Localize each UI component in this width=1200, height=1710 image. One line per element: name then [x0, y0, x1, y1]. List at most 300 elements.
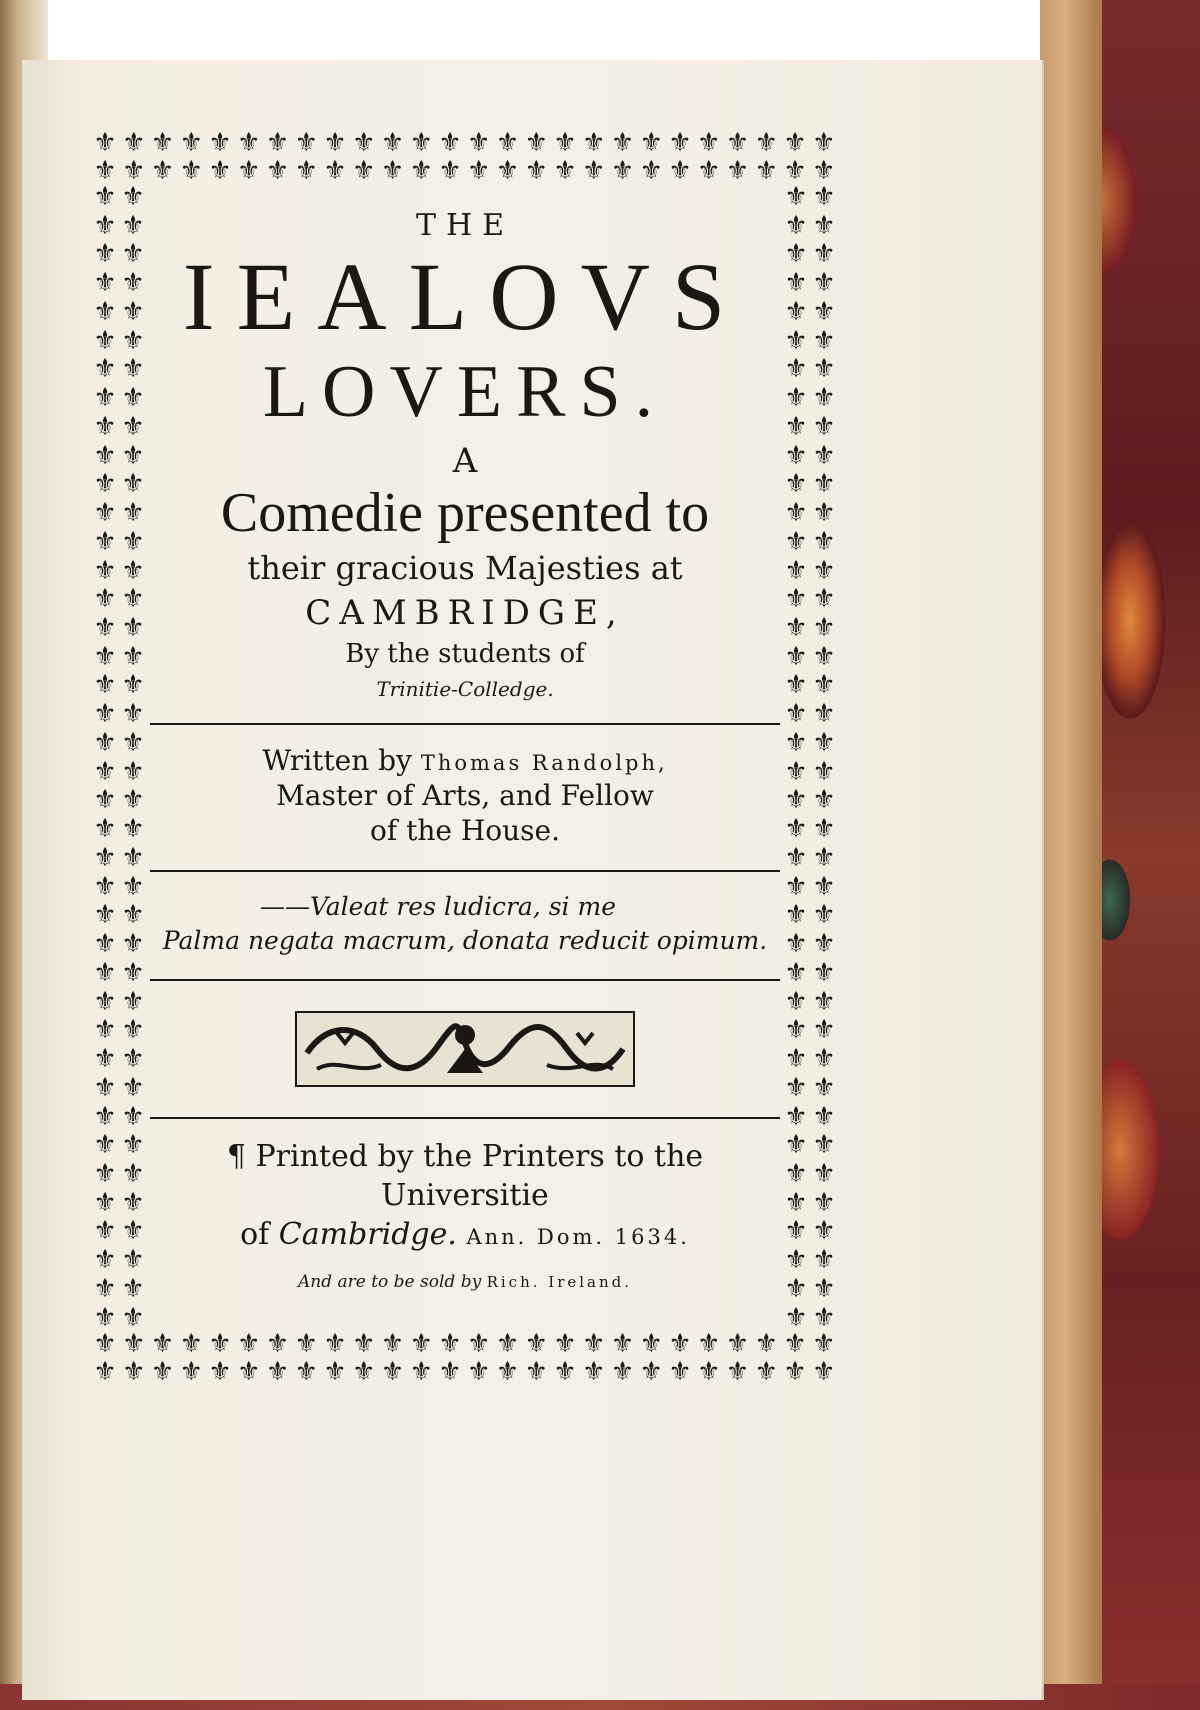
fleur-de-lis-icon: ⚜: [121, 1302, 145, 1331]
fleur-de-lis-icon: ⚜: [93, 1187, 117, 1218]
fleur-de-lis-icon: ⚜: [784, 1245, 808, 1276]
fleur-de-lis-icon: ⚜: [323, 156, 347, 184]
fleur-de-lis-icon: ⚜: [812, 1357, 836, 1385]
fleur-de-lis-icon: ⚜: [352, 130, 376, 158]
imprint: [150, 1137, 780, 1254]
fleur-de-lis-icon: ⚜: [380, 1331, 405, 1359]
subtitle-college: Trinitie-Colledge.: [376, 676, 554, 701]
fleur-de-lis-icon: ⚜: [93, 469, 117, 500]
fleuron-border-bottom: [92, 1331, 837, 1385]
fleur-de-lis-icon: ⚜: [93, 641, 117, 672]
fleur-de-lis-icon: ⚜: [784, 727, 808, 758]
fleur-de-lis-icon: ⚜: [812, 929, 836, 960]
fleur-de-lis-icon: ⚜: [697, 1331, 721, 1359]
written-by-prefix: Written by: [262, 743, 412, 777]
fleur-de-lis-icon: ⚜: [93, 957, 117, 988]
fleur-de-lis-icon: ⚜: [179, 1357, 203, 1385]
subtitle-line-1: Comedie presented to: [220, 482, 710, 545]
fleur-de-lis-icon: ⚜: [150, 130, 175, 158]
fleur-de-lis-icon: ⚜: [93, 526, 117, 557]
fleur-de-lis-icon: ⚜: [93, 1101, 117, 1132]
fleur-de-lis-icon: ⚜: [93, 498, 117, 529]
fleuron-line: [92, 1359, 837, 1385]
fleur-de-lis-icon: ⚜: [323, 1357, 347, 1385]
fleur-de-lis-icon: ⚜: [352, 1357, 376, 1385]
fleur-de-lis-icon: ⚜: [784, 699, 808, 730]
fleur-de-lis-icon: ⚜: [93, 756, 117, 787]
imprint-date: Ann. Dom. 1634.: [466, 1225, 690, 1250]
motto: [150, 890, 780, 958]
fleur-de-lis-icon: ⚜: [812, 727, 836, 758]
fleur-de-lis-icon: ⚜: [121, 1072, 145, 1103]
fleur-de-lis-icon: ⚜: [784, 1101, 808, 1132]
rule-1: [150, 723, 780, 725]
fleur-de-lis-icon: ⚜: [812, 354, 836, 385]
fleur-de-lis-icon: ⚜: [754, 1357, 778, 1385]
fleur-de-lis-icon: ⚜: [121, 727, 145, 758]
fleur-de-lis-icon: ⚜: [121, 699, 145, 730]
imprint-line-1: ¶ Printed by the Printers to the Universitie: [226, 1139, 704, 1214]
fleur-de-lis-icon: ⚜: [121, 670, 145, 701]
fleur-de-lis-icon: ⚜: [812, 986, 836, 1017]
fleur-de-lis-icon: ⚜: [812, 1044, 836, 1075]
fleur-de-lis-icon: ⚜: [784, 1216, 808, 1247]
woodcut-ornament-graphic: [297, 1013, 633, 1085]
fleur-de-lis-icon: ⚜: [812, 785, 836, 816]
rule-4: [150, 1117, 780, 1119]
fleur-de-lis-icon: ⚜: [294, 156, 318, 184]
fleur-de-lis-icon: ⚜: [553, 1357, 577, 1385]
fleur-de-lis-icon: ⚜: [93, 584, 117, 615]
fleur-de-lis-icon: ⚜: [93, 1357, 117, 1385]
fleur-de-lis-icon: ⚜: [524, 130, 548, 158]
fleur-de-lis-icon: ⚜: [467, 156, 491, 184]
imprint-place: Cambridge.: [278, 1217, 457, 1253]
fleur-de-lis-icon: ⚜: [784, 440, 808, 471]
fleur-de-lis-icon: ⚜: [784, 584, 808, 615]
fleur-de-lis-icon: ⚜: [783, 1331, 807, 1359]
fleur-de-lis-icon: ⚜: [93, 929, 117, 960]
fleur-de-lis-icon: ⚜: [783, 1357, 807, 1385]
fleur-de-lis-icon: ⚜: [784, 1187, 808, 1218]
fleur-de-lis-icon: ⚜: [784, 814, 808, 845]
fleur-de-lis-icon: ⚜: [93, 900, 117, 931]
fleur-de-lis-icon: ⚜: [582, 156, 606, 184]
fleur-de-lis-icon: ⚜: [668, 156, 692, 184]
fleur-de-lis-icon: ⚜: [812, 1072, 836, 1103]
fleur-de-lis-icon: ⚜: [784, 670, 808, 701]
leather-edge: [1040, 0, 1102, 1710]
fleur-de-lis-icon: ⚜: [812, 325, 836, 356]
fleur-de-lis-icon: ⚜: [610, 130, 635, 158]
fleur-de-lis-icon: ⚜: [93, 268, 117, 299]
fleur-de-lis-icon: ⚜: [121, 498, 145, 529]
fleur-de-lis-icon: ⚜: [784, 184, 808, 212]
fleur-de-lis-icon: ⚜: [121, 1158, 145, 1189]
fleur-de-lis-icon: ⚜: [784, 411, 808, 442]
imprint-of: of: [240, 1217, 270, 1253]
fleur-de-lis-icon: ⚜: [93, 670, 117, 701]
fleuron-border-left: [92, 184, 146, 1331]
fleur-de-lis-icon: ⚜: [121, 613, 145, 644]
fleur-de-lis-icon: ⚜: [93, 699, 117, 730]
fleur-de-lis-icon: ⚜: [668, 130, 692, 158]
title-page-text: [150, 190, 780, 1292]
fleur-de-lis-icon: ⚜: [265, 1357, 290, 1385]
fleur-de-lis-icon: ⚜: [467, 1331, 491, 1359]
fleur-de-lis-icon: ⚜: [582, 130, 606, 158]
fleur-de-lis-icon: ⚜: [294, 1357, 318, 1385]
fleur-de-lis-icon: ⚜: [121, 268, 145, 299]
fleur-de-lis-icon: ⚜: [121, 1273, 145, 1304]
fleur-de-lis-icon: ⚜: [784, 986, 808, 1017]
fleur-de-lis-icon: ⚜: [265, 130, 290, 158]
fleur-de-lis-icon: ⚜: [812, 613, 836, 644]
fleur-de-lis-icon: ⚜: [812, 268, 836, 299]
fleuron-line: [92, 158, 837, 184]
fleur-de-lis-icon: ⚜: [179, 130, 203, 158]
fleur-de-lis-icon: ⚜: [121, 1101, 145, 1132]
sold-prefix: And are to be sold by: [297, 1272, 482, 1293]
fleur-de-lis-icon: ⚜: [784, 383, 808, 414]
fleur-de-lis-icon: ⚜: [208, 156, 232, 184]
fleur-de-lis-icon: ⚜: [697, 130, 721, 158]
fleur-de-lis-icon: ⚜: [237, 1331, 261, 1359]
fleur-de-lis-icon: ⚜: [93, 1245, 117, 1276]
fleur-de-lis-icon: ⚜: [121, 756, 145, 787]
fleur-de-lis-icon: ⚜: [784, 296, 808, 327]
fleur-de-lis-icon: ⚜: [467, 1357, 491, 1385]
fleur-de-lis-icon: ⚜: [93, 130, 117, 158]
fleur-de-lis-icon: ⚜: [784, 900, 808, 931]
fleur-de-lis-icon: ⚜: [697, 156, 721, 184]
fleur-de-lis-icon: ⚜: [784, 239, 808, 270]
fleur-de-lis-icon: ⚜: [121, 411, 145, 442]
fleur-de-lis-icon: ⚜: [784, 210, 808, 241]
fleur-de-lis-icon: ⚜: [93, 1044, 117, 1075]
fleuron-line: [120, 184, 146, 1331]
fleur-de-lis-icon: ⚜: [812, 756, 836, 787]
fleur-de-lis-icon: ⚜: [812, 383, 836, 414]
fleur-de-lis-icon: ⚜: [409, 1357, 433, 1385]
fleur-de-lis-icon: ⚜: [150, 1357, 175, 1385]
fleur-de-lis-icon: ⚜: [812, 1245, 836, 1276]
fleur-de-lis-icon: ⚜: [93, 383, 117, 414]
fleur-de-lis-icon: ⚜: [93, 210, 117, 241]
fleur-de-lis-icon: ⚜: [812, 1187, 836, 1218]
fleur-de-lis-icon: ⚜: [237, 130, 261, 158]
fleur-de-lis-icon: ⚜: [784, 1015, 808, 1046]
fleur-de-lis-icon: ⚜: [639, 156, 663, 184]
fleur-de-lis-icon: ⚜: [812, 130, 836, 158]
fleur-de-lis-icon: ⚜: [121, 469, 145, 500]
fleur-de-lis-icon: ⚜: [784, 871, 808, 902]
fleur-de-lis-icon: ⚜: [812, 900, 836, 931]
fleur-de-lis-icon: ⚜: [93, 555, 117, 586]
subtitle-line-2: their gracious Majesties at: [247, 548, 683, 587]
fleur-de-lis-icon: ⚜: [121, 1245, 145, 1276]
fleur-de-lis-icon: ⚜: [122, 1357, 146, 1385]
fleuron-line: [783, 184, 809, 1331]
fleur-de-lis-icon: ⚜: [121, 1015, 145, 1046]
fleur-de-lis-icon: ⚜: [812, 1130, 836, 1161]
fleur-de-lis-icon: ⚜: [668, 1357, 692, 1385]
fleur-de-lis-icon: ⚜: [784, 1302, 808, 1331]
fleur-de-lis-icon: ⚜: [668, 1331, 692, 1359]
fleur-de-lis-icon: ⚜: [812, 411, 836, 442]
fleur-de-lis-icon: ⚜: [208, 130, 232, 158]
fleur-de-lis-icon: ⚜: [208, 1331, 232, 1359]
fleur-de-lis-icon: ⚜: [93, 727, 117, 758]
fleur-de-lis-icon: ⚜: [93, 1015, 117, 1046]
woodcut-ornament: [295, 1011, 635, 1087]
fleur-de-lis-icon: ⚜: [121, 184, 145, 212]
fleur-de-lis-icon: ⚜: [495, 156, 520, 184]
fleur-de-lis-icon: ⚜: [812, 469, 836, 500]
fleur-de-lis-icon: ⚜: [697, 1357, 721, 1385]
fleur-de-lis-icon: ⚜: [294, 1331, 318, 1359]
fleur-de-lis-icon: ⚜: [784, 1044, 808, 1075]
fleur-de-lis-icon: ⚜: [237, 156, 261, 184]
fleur-de-lis-icon: ⚜: [812, 1302, 836, 1331]
fleur-de-lis-icon: ⚜: [524, 1357, 548, 1385]
title-main-1: IEALOVS: [182, 243, 748, 350]
fleur-de-lis-icon: ⚜: [122, 1331, 146, 1359]
title-article: THE: [415, 208, 515, 243]
fleur-de-lis-icon: ⚜: [93, 613, 117, 644]
fleur-de-lis-icon: ⚜: [812, 156, 836, 184]
author-line-3: of the House.: [369, 813, 561, 847]
fleur-de-lis-icon: ⚜: [639, 1357, 663, 1385]
fleur-de-lis-icon: ⚜: [784, 268, 808, 299]
fleur-de-lis-icon: ⚜: [93, 325, 117, 356]
fleur-de-lis-icon: ⚜: [553, 130, 577, 158]
fleur-de-lis-icon: ⚜: [812, 1015, 836, 1046]
fleur-de-lis-icon: ⚜: [265, 1331, 290, 1359]
author-name: Thomas Randolph,: [420, 750, 668, 775]
fleur-de-lis-icon: ⚜: [93, 1331, 117, 1359]
fleur-de-lis-icon: ⚜: [150, 1331, 175, 1359]
fleur-de-lis-icon: ⚜: [93, 156, 117, 184]
fleur-de-lis-icon: ⚜: [553, 156, 577, 184]
fleur-de-lis-icon: ⚜: [352, 156, 376, 184]
fleur-de-lis-icon: ⚜: [93, 239, 117, 270]
fleur-de-lis-icon: ⚜: [812, 584, 836, 615]
fleur-de-lis-icon: ⚜: [121, 555, 145, 586]
fleur-de-lis-icon: ⚜: [121, 1187, 145, 1218]
fleur-de-lis-icon: ⚜: [121, 1216, 145, 1247]
fleur-de-lis-icon: ⚜: [754, 1331, 778, 1359]
fleur-de-lis-icon: ⚜: [352, 1331, 376, 1359]
fleur-de-lis-icon: ⚜: [121, 440, 145, 471]
fleur-de-lis-icon: ⚜: [783, 130, 807, 158]
fleur-de-lis-icon: ⚜: [812, 526, 836, 557]
fleur-de-lis-icon: ⚜: [93, 986, 117, 1017]
fleur-de-lis-icon: ⚜: [122, 130, 146, 158]
fleur-de-lis-icon: ⚜: [150, 156, 175, 184]
fleuron-line: [92, 130, 837, 156]
fleuron-border-top: [92, 130, 837, 184]
fleur-de-lis-icon: ⚜: [812, 641, 836, 672]
author-statement: [150, 743, 780, 848]
fleur-de-lis-icon: ⚜: [93, 785, 117, 816]
fleur-de-lis-icon: ⚜: [467, 130, 491, 158]
fleur-de-lis-icon: ⚜: [784, 1273, 808, 1304]
fleur-de-lis-icon: ⚜: [121, 1130, 145, 1161]
fleur-de-lis-icon: ⚜: [380, 1357, 405, 1385]
fleur-de-lis-icon: ⚜: [784, 957, 808, 988]
fleur-de-lis-icon: ⚜: [409, 130, 433, 158]
fleur-de-lis-icon: ⚜: [784, 641, 808, 672]
fleur-de-lis-icon: ⚜: [610, 156, 635, 184]
fleur-de-lis-icon: ⚜: [121, 871, 145, 902]
fleur-de-lis-icon: ⚜: [610, 1331, 635, 1359]
fleur-de-lis-icon: ⚜: [725, 156, 750, 184]
fleur-de-lis-icon: ⚜: [438, 1357, 462, 1385]
fleur-de-lis-icon: ⚜: [380, 156, 405, 184]
fleur-de-lis-icon: ⚜: [93, 354, 117, 385]
fleur-de-lis-icon: ⚜: [754, 156, 778, 184]
bookseller-line: [150, 1272, 780, 1292]
fleur-de-lis-icon: ⚜: [323, 130, 347, 158]
fleur-de-lis-icon: ⚜: [93, 1130, 117, 1161]
fleur-de-lis-icon: ⚜: [784, 354, 808, 385]
author-line-2: Master of Arts, and Fellow: [276, 778, 654, 812]
fleur-de-lis-icon: ⚜: [438, 1331, 462, 1359]
fleur-de-lis-icon: ⚜: [812, 1158, 836, 1189]
fleur-de-lis-icon: ⚜: [784, 842, 808, 873]
fleur-de-lis-icon: ⚜: [812, 184, 836, 212]
motto-line-1: ——Valeat res ludicra, si me: [260, 891, 616, 921]
fleur-de-lis-icon: ⚜: [121, 325, 145, 356]
fleur-de-lis-icon: ⚜: [495, 1357, 520, 1385]
fleur-de-lis-icon: ⚜: [784, 1158, 808, 1189]
fleur-de-lis-icon: ⚜: [582, 1331, 606, 1359]
fleuron-border-right: [783, 184, 837, 1331]
fleur-de-lis-icon: ⚜: [812, 1273, 836, 1304]
fleur-de-lis-icon: ⚜: [121, 986, 145, 1017]
fleur-de-lis-icon: ⚜: [784, 1072, 808, 1103]
fleur-de-lis-icon: ⚜: [553, 1331, 577, 1359]
fleur-de-lis-icon: ⚜: [812, 440, 836, 471]
fleur-de-lis-icon: ⚜: [812, 555, 836, 586]
fleur-de-lis-icon: ⚜: [754, 130, 778, 158]
fleur-de-lis-icon: ⚜: [438, 156, 462, 184]
fleur-de-lis-icon: ⚜: [409, 1331, 433, 1359]
motto-line-2: Palma negata macrum, donata reducit opimum.: [162, 925, 768, 955]
fleur-de-lis-icon: ⚜: [121, 296, 145, 327]
fleur-de-lis-icon: ⚜: [438, 130, 462, 158]
fleur-de-lis-icon: ⚜: [784, 756, 808, 787]
fleur-de-lis-icon: ⚜: [812, 210, 836, 241]
fleur-de-lis-icon: ⚜: [812, 1331, 836, 1359]
fleur-de-lis-icon: ⚜: [121, 900, 145, 931]
bookseller-name: Rich. Ireland.: [486, 1273, 633, 1292]
fleur-de-lis-icon: ⚜: [93, 184, 117, 212]
fleur-de-lis-icon: ⚜: [409, 156, 433, 184]
fleuron-line: [92, 1331, 837, 1357]
fleur-de-lis-icon: ⚜: [121, 785, 145, 816]
fleur-de-lis-icon: ⚜: [812, 814, 836, 845]
fleur-de-lis-icon: ⚜: [524, 156, 548, 184]
fleur-de-lis-icon: ⚜: [93, 411, 117, 442]
fleuron-line: [811, 184, 837, 1331]
fleur-de-lis-icon: ⚜: [812, 1216, 836, 1247]
fleur-de-lis-icon: ⚜: [812, 699, 836, 730]
fleur-de-lis-icon: ⚜: [784, 555, 808, 586]
fleur-de-lis-icon: ⚜: [812, 842, 836, 873]
fleur-de-lis-icon: ⚜: [725, 1357, 750, 1385]
fleur-de-lis-icon: ⚜: [380, 130, 405, 158]
fleur-de-lis-icon: ⚜: [812, 871, 836, 902]
fleur-de-lis-icon: ⚜: [179, 1331, 203, 1359]
fleur-de-lis-icon: ⚜: [784, 325, 808, 356]
subtitle-place: CAMBRIDGE,: [305, 592, 625, 633]
fleur-de-lis-icon: ⚜: [237, 1357, 261, 1385]
fleur-de-lis-icon: ⚜: [265, 156, 290, 184]
fleur-de-lis-icon: ⚜: [784, 1130, 808, 1161]
fleur-de-lis-icon: ⚜: [784, 469, 808, 500]
fleur-de-lis-icon: ⚜: [208, 1357, 232, 1385]
fleur-de-lis-icon: ⚜: [784, 498, 808, 529]
fleur-de-lis-icon: ⚜: [93, 1072, 117, 1103]
fleur-de-lis-icon: ⚜: [121, 814, 145, 845]
fleuron-line: [92, 184, 118, 1331]
fleur-de-lis-icon: ⚜: [121, 239, 145, 270]
fleur-de-lis-icon: ⚜: [179, 156, 203, 184]
fleur-de-lis-icon: ⚜: [121, 526, 145, 557]
title-main-2: LOVERS.: [262, 350, 668, 433]
fleur-de-lis-icon: ⚜: [725, 130, 750, 158]
fleur-de-lis-icon: ⚜: [495, 1331, 520, 1359]
rule-2: [150, 870, 780, 872]
fleur-de-lis-icon: ⚜: [93, 296, 117, 327]
fleur-de-lis-icon: ⚜: [784, 526, 808, 557]
fleur-de-lis-icon: ⚜: [93, 842, 117, 873]
fleur-de-lis-icon: ⚜: [121, 354, 145, 385]
fleur-de-lis-icon: ⚜: [323, 1331, 347, 1359]
fleur-de-lis-icon: ⚜: [784, 785, 808, 816]
fleur-de-lis-icon: ⚜: [93, 1273, 117, 1304]
fleur-de-lis-icon: ⚜: [294, 130, 318, 158]
fleur-de-lis-icon: ⚜: [639, 130, 663, 158]
fleur-de-lis-icon: ⚜: [121, 842, 145, 873]
fleur-de-lis-icon: ⚜: [121, 1044, 145, 1075]
fleur-de-lis-icon: ⚜: [122, 156, 146, 184]
fleur-de-lis-icon: ⚜: [93, 814, 117, 845]
fleur-de-lis-icon: ⚜: [812, 1101, 836, 1132]
fleur-de-lis-icon: ⚜: [812, 498, 836, 529]
fleur-de-lis-icon: ⚜: [812, 670, 836, 701]
fleur-de-lis-icon: ⚜: [121, 584, 145, 615]
subtitle-article: A: [452, 441, 478, 482]
fleur-de-lis-icon: ⚜: [121, 641, 145, 672]
fleur-de-lis-icon: ⚜: [93, 1302, 117, 1331]
subtitle-by-line: By the students of: [345, 638, 585, 669]
fleur-de-lis-icon: ⚜: [93, 1216, 117, 1247]
fleur-de-lis-icon: ⚜: [812, 296, 836, 327]
fleur-de-lis-icon: ⚜: [582, 1357, 606, 1385]
fleur-de-lis-icon: ⚜: [121, 210, 145, 241]
fleur-de-lis-icon: ⚜: [121, 957, 145, 988]
fleur-de-lis-icon: ⚜: [610, 1357, 635, 1385]
fleur-de-lis-icon: ⚜: [783, 156, 807, 184]
fleur-de-lis-icon: ⚜: [524, 1331, 548, 1359]
fleur-de-lis-icon: ⚜: [121, 929, 145, 960]
rule-3: [150, 979, 780, 981]
fleur-de-lis-icon: ⚜: [93, 871, 117, 902]
fleur-de-lis-icon: ⚜: [639, 1331, 663, 1359]
